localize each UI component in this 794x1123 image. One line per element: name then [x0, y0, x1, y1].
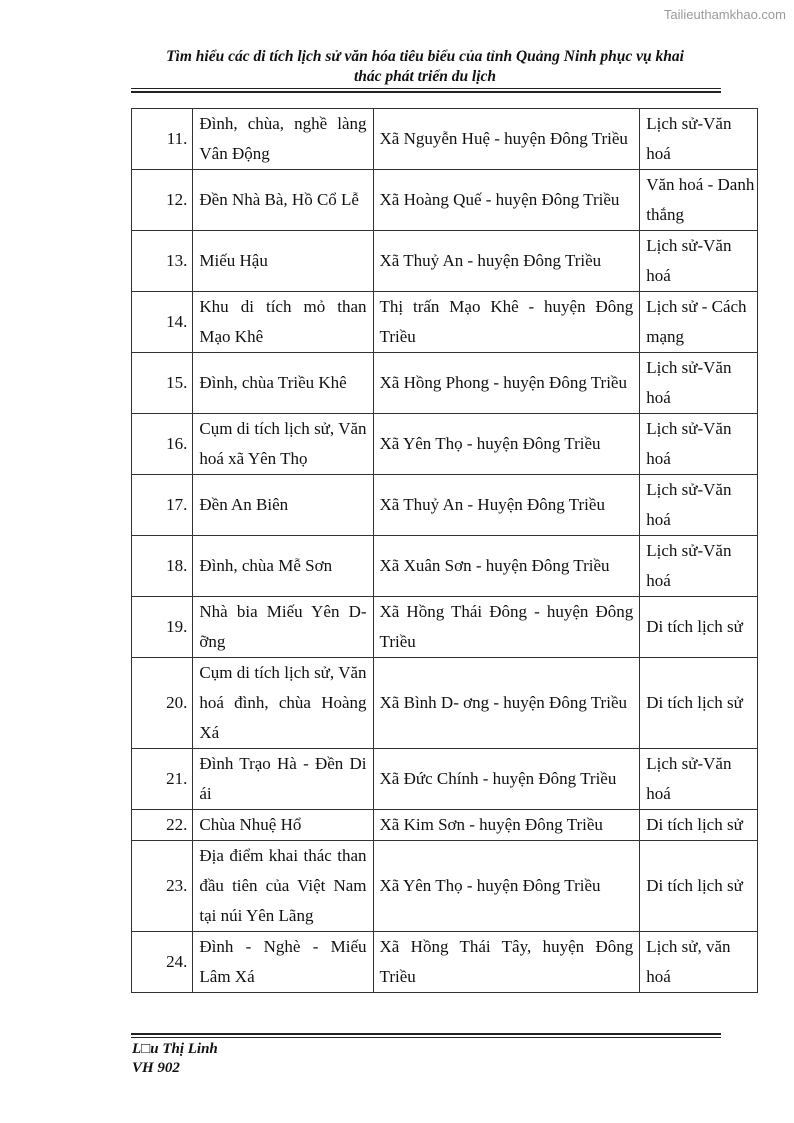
- site-name-cell: Chùa Nhuệ Hổ: [193, 810, 373, 841]
- row-number-cell: 12.: [132, 170, 193, 231]
- site-name-cell: Cụm di tích lịch sử, Văn hoá xã Yên Thọ: [193, 414, 373, 475]
- location-cell: Thị trấn Mạo Khê - huyện Đông Triều: [373, 292, 640, 353]
- location-cell: Xã Hồng Thái Tây, huyện Đông Triều: [373, 932, 640, 993]
- site-name-cell: Cụm di tích lịch sử, Văn hoá đình, chùa Hoàng Xá: [193, 658, 373, 749]
- table-row: [132, 658, 758, 749]
- footer-class: VH 902: [132, 1060, 180, 1076]
- category-cell: Di tích lịch sử: [640, 597, 758, 658]
- footer-author: L□u Thị Linh: [132, 1041, 218, 1057]
- category-cell: Lịch sử-Văn hoá: [640, 475, 758, 536]
- table-row: [132, 810, 758, 841]
- location-cell: Xã Đức Chính - huyện Đông Triều: [373, 749, 640, 810]
- row-number-cell: 17.: [132, 475, 193, 536]
- table-row: [132, 170, 758, 231]
- row-number-cell: 22.: [132, 810, 193, 841]
- location-cell: Xã Yên Thọ - huyện Đông Triều: [373, 414, 640, 475]
- table-row: [132, 597, 758, 658]
- row-number-cell: 20.: [132, 658, 193, 749]
- category-cell: Di tích lịch sử: [640, 841, 758, 932]
- row-number-cell: 16.: [132, 414, 193, 475]
- location-cell: Xã Hồng Thái Đông - huyện Đông Triều: [373, 597, 640, 658]
- category-cell: Lịch sử - Cách mạng: [640, 292, 758, 353]
- row-number-cell: 23.: [132, 841, 193, 932]
- site-name-cell: Đình, chùa, nghề làng Vân Động: [193, 109, 373, 170]
- table-row: [132, 414, 758, 475]
- row-number-cell: 18.: [132, 536, 193, 597]
- location-cell: Xã Thuỷ An - huyện Đông Triều: [373, 231, 640, 292]
- footer-rule-thin: [131, 1037, 721, 1038]
- site-name-cell: Đình Trạo Hà - Đền Di ái: [193, 749, 373, 810]
- category-cell: Văn hoá - Danh thắng: [640, 170, 758, 231]
- site-name-cell: Khu di tích mỏ than Mạo Khê: [193, 292, 373, 353]
- category-cell: Lịch sử-Văn hoá: [640, 414, 758, 475]
- row-number-cell: 24.: [132, 932, 193, 993]
- site-name-cell: Miếu Hậu: [193, 231, 373, 292]
- site-name-cell: Địa điểm khai thác than đầu tiên của Việt Nam tại núi Yên Lãng: [193, 841, 373, 932]
- site-name-cell: Đền Nhà Bà, Hồ Cổ Lễ: [193, 170, 373, 231]
- category-cell: Lịch sử-Văn hoá: [640, 353, 758, 414]
- row-number-cell: 11.: [132, 109, 193, 170]
- location-cell: Xã Xuân Sơn - huyện Đông Triều: [373, 536, 640, 597]
- table-row: [132, 536, 758, 597]
- page-footer: [132, 1040, 218, 1078]
- table-row: [132, 841, 758, 932]
- table-row: [132, 292, 758, 353]
- table-row: [132, 475, 758, 536]
- location-cell: Xã Bình D- ơng - huyện Đông Triều: [373, 658, 640, 749]
- table-row: [132, 353, 758, 414]
- row-number-cell: 15.: [132, 353, 193, 414]
- location-cell: Xã Hoàng Quế - huyện Đông Triều: [373, 170, 640, 231]
- category-cell: Lịch sử-Văn hoá: [640, 536, 758, 597]
- table-row: [132, 109, 758, 170]
- header-line-1: Tìm hiểu các di tích lịch sử văn hóa tiêu biểu của tỉnh Quảng Ninh phục vụ khai: [166, 48, 684, 65]
- heritage-sites-table: [131, 108, 758, 993]
- category-cell: Di tích lịch sử: [640, 810, 758, 841]
- header-line-2: thác phát triển du lịch: [353, 68, 497, 85]
- row-number-cell: 14.: [132, 292, 193, 353]
- row-number-cell: 19.: [132, 597, 193, 658]
- watermark-text: Tailieuthamkhao.com: [663, 7, 786, 22]
- site-name-cell: Đền An Biên: [193, 475, 373, 536]
- location-cell: Xã Yên Thọ - huyện Đông Triều: [373, 841, 640, 932]
- location-cell: Xã Thuỷ An - Huyện Đông Triều: [373, 475, 640, 536]
- footer-rule-thick: [131, 1033, 721, 1035]
- category-cell: Lịch sử-Văn hoá: [640, 231, 758, 292]
- location-cell: Xã Kim Sơn - huyện Đông Triều: [373, 810, 640, 841]
- site-name-cell: Đình, chùa Triều Khê: [193, 353, 373, 414]
- site-name-cell: Đình, chùa Mễ Sơn: [193, 536, 373, 597]
- table-row: [132, 932, 758, 993]
- header-rule-thick: [131, 91, 721, 93]
- row-number-cell: 21.: [132, 749, 193, 810]
- header-rule-thin: [131, 88, 721, 89]
- location-cell: Xã Nguyễn Huệ - huyện Đông Triều: [373, 109, 640, 170]
- location-cell: Xã Hồng Phong - huyện Đông Triều: [373, 353, 640, 414]
- category-cell: Lịch sử-Văn hoá: [640, 749, 758, 810]
- page-header: [128, 47, 722, 87]
- category-cell: Lịch sử, văn hoá: [640, 932, 758, 993]
- category-cell: Lịch sử-Văn hoá: [640, 109, 758, 170]
- row-number-cell: 13.: [132, 231, 193, 292]
- category-cell: Di tích lịch sử: [640, 658, 758, 749]
- table-row: [132, 231, 758, 292]
- table-row: [132, 749, 758, 810]
- site-name-cell: Nhà bia Miếu Yên D- ỡng: [193, 597, 373, 658]
- site-name-cell: Đình - Nghè - Miếu Lâm Xá: [193, 932, 373, 993]
